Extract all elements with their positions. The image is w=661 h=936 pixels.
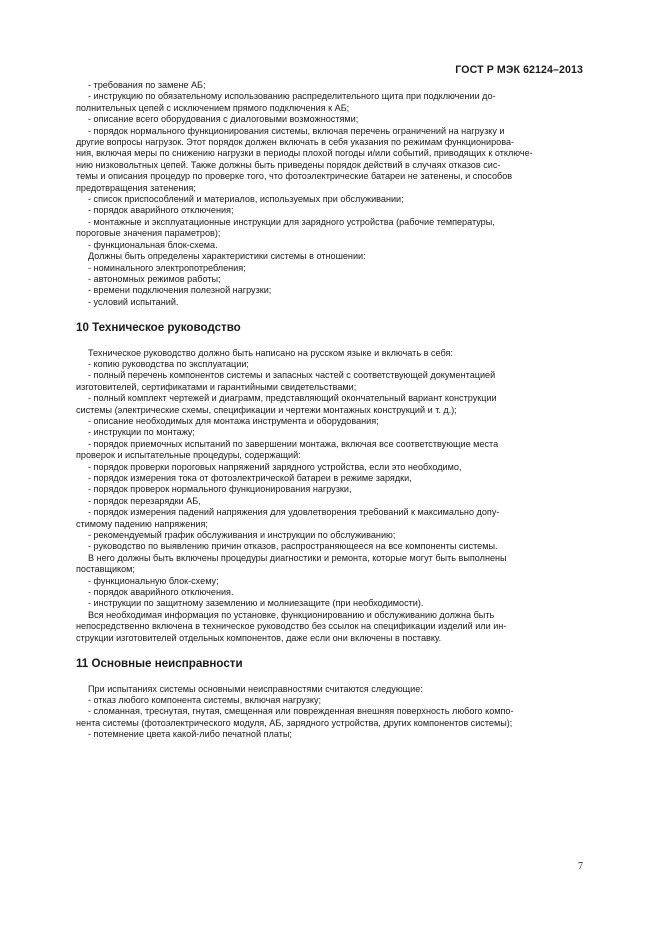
text-line: - требования по замене АБ; [88, 80, 206, 90]
text-line: стимому падению напряжения; [76, 518, 208, 529]
text-line: Должны быть определены характеристики системы в отношении: [88, 251, 366, 262]
text-line: - копию руководства по эксплуатации; [88, 358, 249, 369]
text-line: - функциональная блок-схема. [88, 239, 218, 250]
text-line: - полный перечень компонентов системы и запасных частей с соответствующей документацией [88, 370, 496, 381]
text-line: - порядок нормального функционирования системы, включая перечень ограничений на нагрузку и [88, 125, 505, 136]
section-10-body [76, 348, 583, 645]
text-line: - номинального электропотребления; [88, 262, 246, 273]
text-line: - монтажные и эксплуатационные инструкции для зарядного устройства (рабочие температуры, [88, 216, 495, 227]
requirements-list [76, 80, 583, 308]
text-line: - инструкции по защитному заземлению и молниезащите (при необходимости). [88, 598, 424, 609]
text-line: пороговые значения параметров); [76, 228, 221, 239]
section-10-heading: 10 Техническое руководство [76, 321, 241, 335]
text-line: При испытаниях системы основными неисправностями считаются следующие: [88, 683, 423, 694]
text-line: - порядок приемочных испытаний по завершении монтажа, включая все соответствующие места [88, 438, 499, 449]
text-line: темы и описания процедур по проверке того, что фотоэлектрические батареи не затенены, и способов [76, 171, 513, 182]
text-line: поставщиком; [76, 564, 135, 575]
text-line: - описание всего оборудования с диалоговыми возможностями; [88, 114, 359, 125]
text-line: Техническое руководство должно быть написано на русском языке и включать в себя: [88, 347, 453, 358]
text-line: полнительных цепей с исключением прямого подключения к АБ; [76, 102, 350, 113]
text-line: системы (электрические схемы, спецификации и чертежи монтажных конструкций и т. д.); [76, 404, 457, 415]
text-line: предотвращения затенения; [76, 182, 196, 193]
text-line: - условий испытаний. [88, 296, 179, 307]
text-line: - инструкцию по обязательному использованию распределительного щита при подключении до- [88, 91, 496, 102]
section-11-body [76, 684, 583, 741]
text-line: - полный комплект чертежей и диаграмм, представляющий окончательный вариант конструкции [88, 393, 497, 404]
text-line: непосредственно включена в техническое руководство без ссылок на спецификации изделий или ин- [76, 621, 507, 632]
text-line: - порядок измерения падений напряжения для удовлетворения требований к максимально допу- [88, 507, 500, 518]
text-line: проверок и испытательные процедуры, содержащий: [76, 450, 301, 461]
text-line: - порядок проверок нормального функционирования нагрузки, [88, 484, 352, 495]
page-number: 7 [578, 861, 583, 872]
text-line: - порядок измерения тока от фотоэлектрической батареи в режиме зарядки, [88, 473, 412, 483]
text-line: другие вопросы нагрузок. Этот порядок должен включать в себя указания по режимам функционирова- [76, 137, 515, 148]
text-line: В него должны быть включены процедуры диагностики и ремонта, которые могут быть выполнены [88, 552, 507, 563]
text-line: - времени подключения полезной нагрузки; [88, 285, 272, 296]
text-line: - сломанная, треснутая, гнутая, смещенная или поврежденная внешняя поверхность любого компо- [88, 706, 514, 717]
text-line: изготовителей, сертификатами и гарантийными свидетельствами; [76, 381, 357, 392]
text-line: - инструкции по монтажу; [88, 427, 195, 438]
text-line: нию низковольтных цепей. Также должны быть приведены порядок действий в случаях отказов сис- [76, 159, 501, 170]
document-id-header: ГОСТ Р МЭК 62124–2013 [455, 64, 583, 76]
text-line: - руководство по выявлению причин отказов, распространяющееся на все компоненты системы. [88, 541, 498, 552]
text-line: струкции изготовителей отдельных компонентов, даже если они включены в поставку. [76, 632, 442, 643]
text-line: - порядок перезарядки АБ, [88, 495, 201, 506]
text-line: - рекомендуемый график обслуживания и инструкции по обслуживанию; [88, 530, 396, 541]
text-line: - порядок аварийного отключения; [88, 205, 234, 216]
document-body [76, 80, 583, 741]
text-line: - описание необходимых для монтажа инструмента и оборудования; [88, 415, 379, 426]
text-line: - функциональную блок-схему; [88, 575, 219, 586]
text-line: ния, включая меры по снижению нагрузки в периоды плохой погоды и/или событий, приводящих к отключе- [76, 148, 533, 159]
text-line: - потемнение цвета какой-либо печатной платы; [88, 729, 292, 740]
text-line: - автономных режимов работы; [88, 273, 221, 284]
text-line: - список приспособлений и материалов, используемых при обслуживании; [88, 194, 404, 205]
text-line: Вся необходимая информация по установке, функционированию и обслуживанию должна быть [88, 609, 495, 620]
text-line: - отказ любого компонента системы, включая нагрузку; [88, 694, 322, 705]
text-line: - порядок аварийного отключения. [88, 587, 234, 598]
text-line: - порядок проверки пороговых напряжений зарядного устройства, если это необходимо, [88, 461, 462, 472]
text-line: нента системы (фотоэлектрического модуля, АБ, зарядного устройства, других компонентов системы); [76, 717, 513, 728]
section-11-heading: 11 Основные неисправности [76, 657, 243, 671]
